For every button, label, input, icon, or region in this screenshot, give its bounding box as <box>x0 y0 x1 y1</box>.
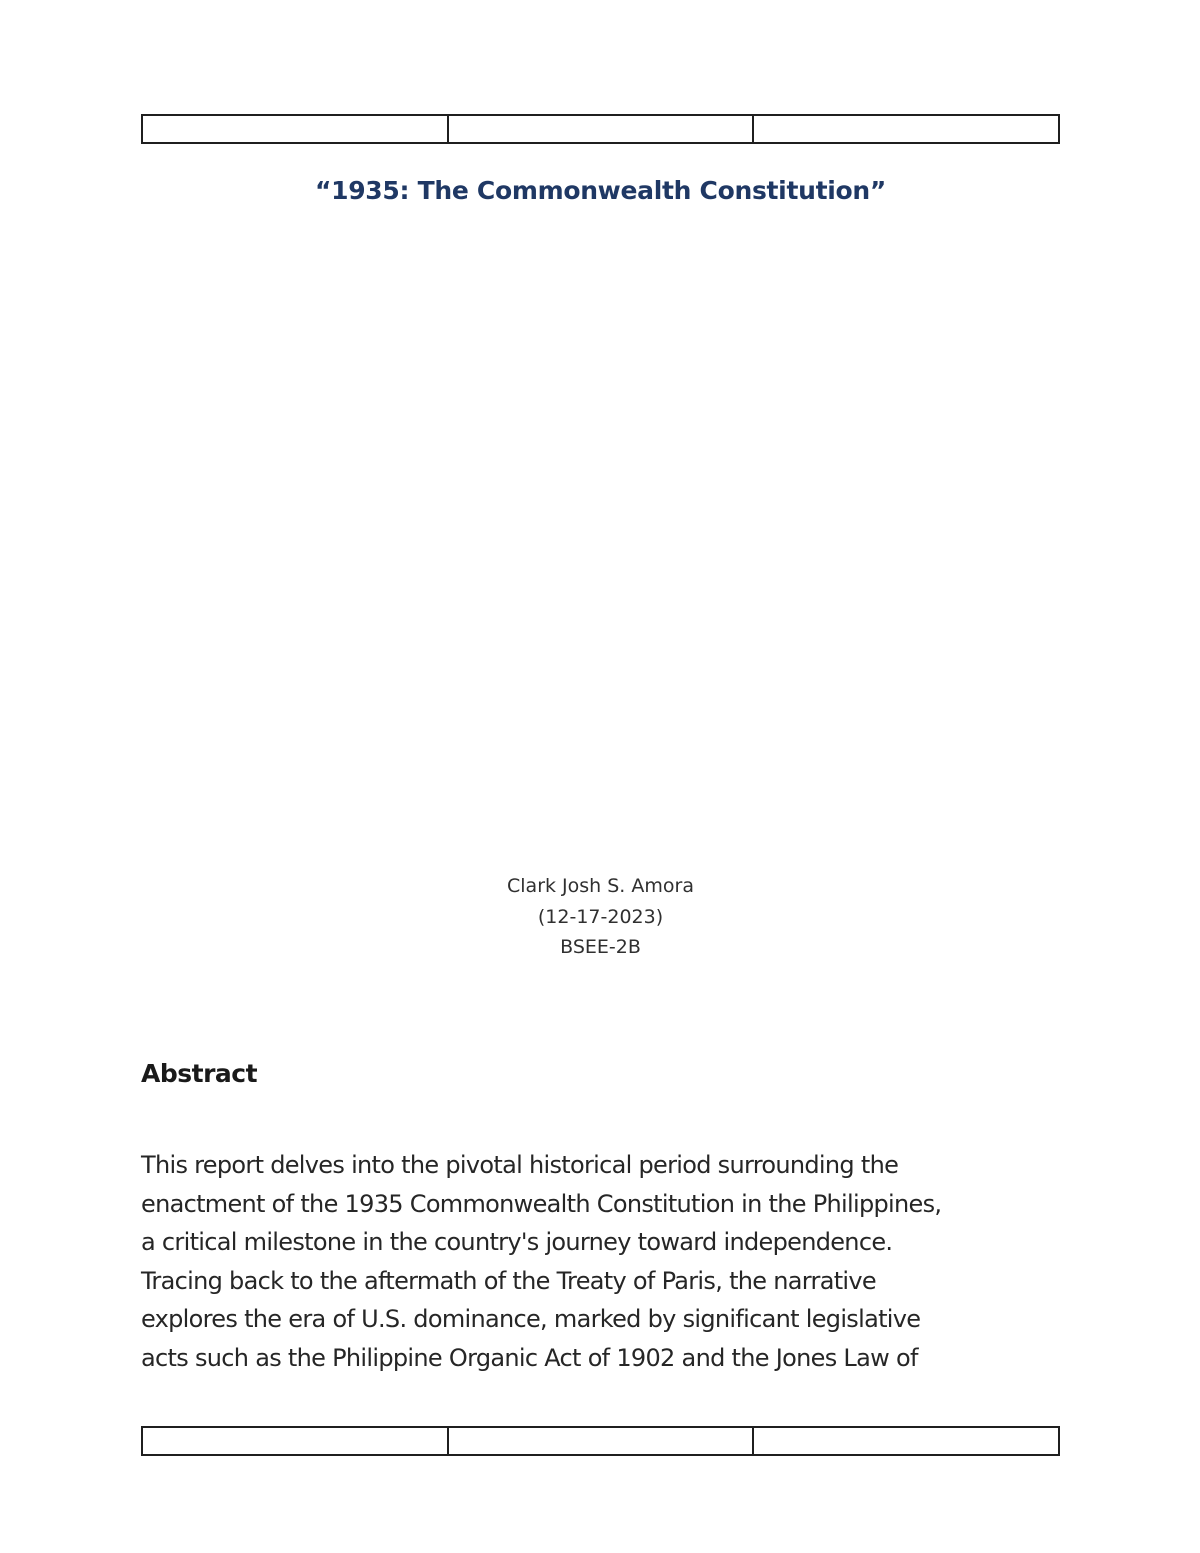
footer-cell-left <box>142 1427 448 1455</box>
abstract-line: explores the era of U.S. dominance, marked by significant legislative <box>141 1305 921 1334</box>
footer-cell-center <box>448 1427 754 1455</box>
footer-table <box>141 1426 1060 1456</box>
author-block <box>141 871 1060 963</box>
footer-cell-right <box>753 1427 1059 1455</box>
document-title: “1935: The Commonwealth Constitution” <box>314 176 887 205</box>
abstract-heading: Abstract <box>141 1059 258 1088</box>
header-cell-center <box>448 115 754 143</box>
author-name: Clark Josh S. Amora <box>507 875 694 897</box>
abstract-line: This report delves into the pivotal historical period surrounding the <box>141 1151 899 1179</box>
abstract-line: acts such as the Philippine Organic Act of 1902 and the Jones Law of <box>141 1343 918 1372</box>
header-cell-left <box>142 115 448 143</box>
abstract-paragraph <box>141 1146 1060 1378</box>
author-section: BSEE-2B <box>560 936 641 958</box>
abstract-line: Tracing back to the aftermath of the Treaty of Paris, the narrative <box>141 1266 876 1295</box>
header-cell-right <box>753 115 1059 143</box>
abstract-line: a critical milestone in the country's journey toward independence. <box>141 1228 893 1257</box>
author-date: (12-17-2023) <box>537 905 664 928</box>
header-table-row <box>142 115 1059 143</box>
abstract-line: enactment of the 1935 Commonwealth Constitution in the Philippines, <box>141 1189 942 1218</box>
header-table <box>141 114 1060 144</box>
footer-table-row <box>142 1427 1059 1455</box>
